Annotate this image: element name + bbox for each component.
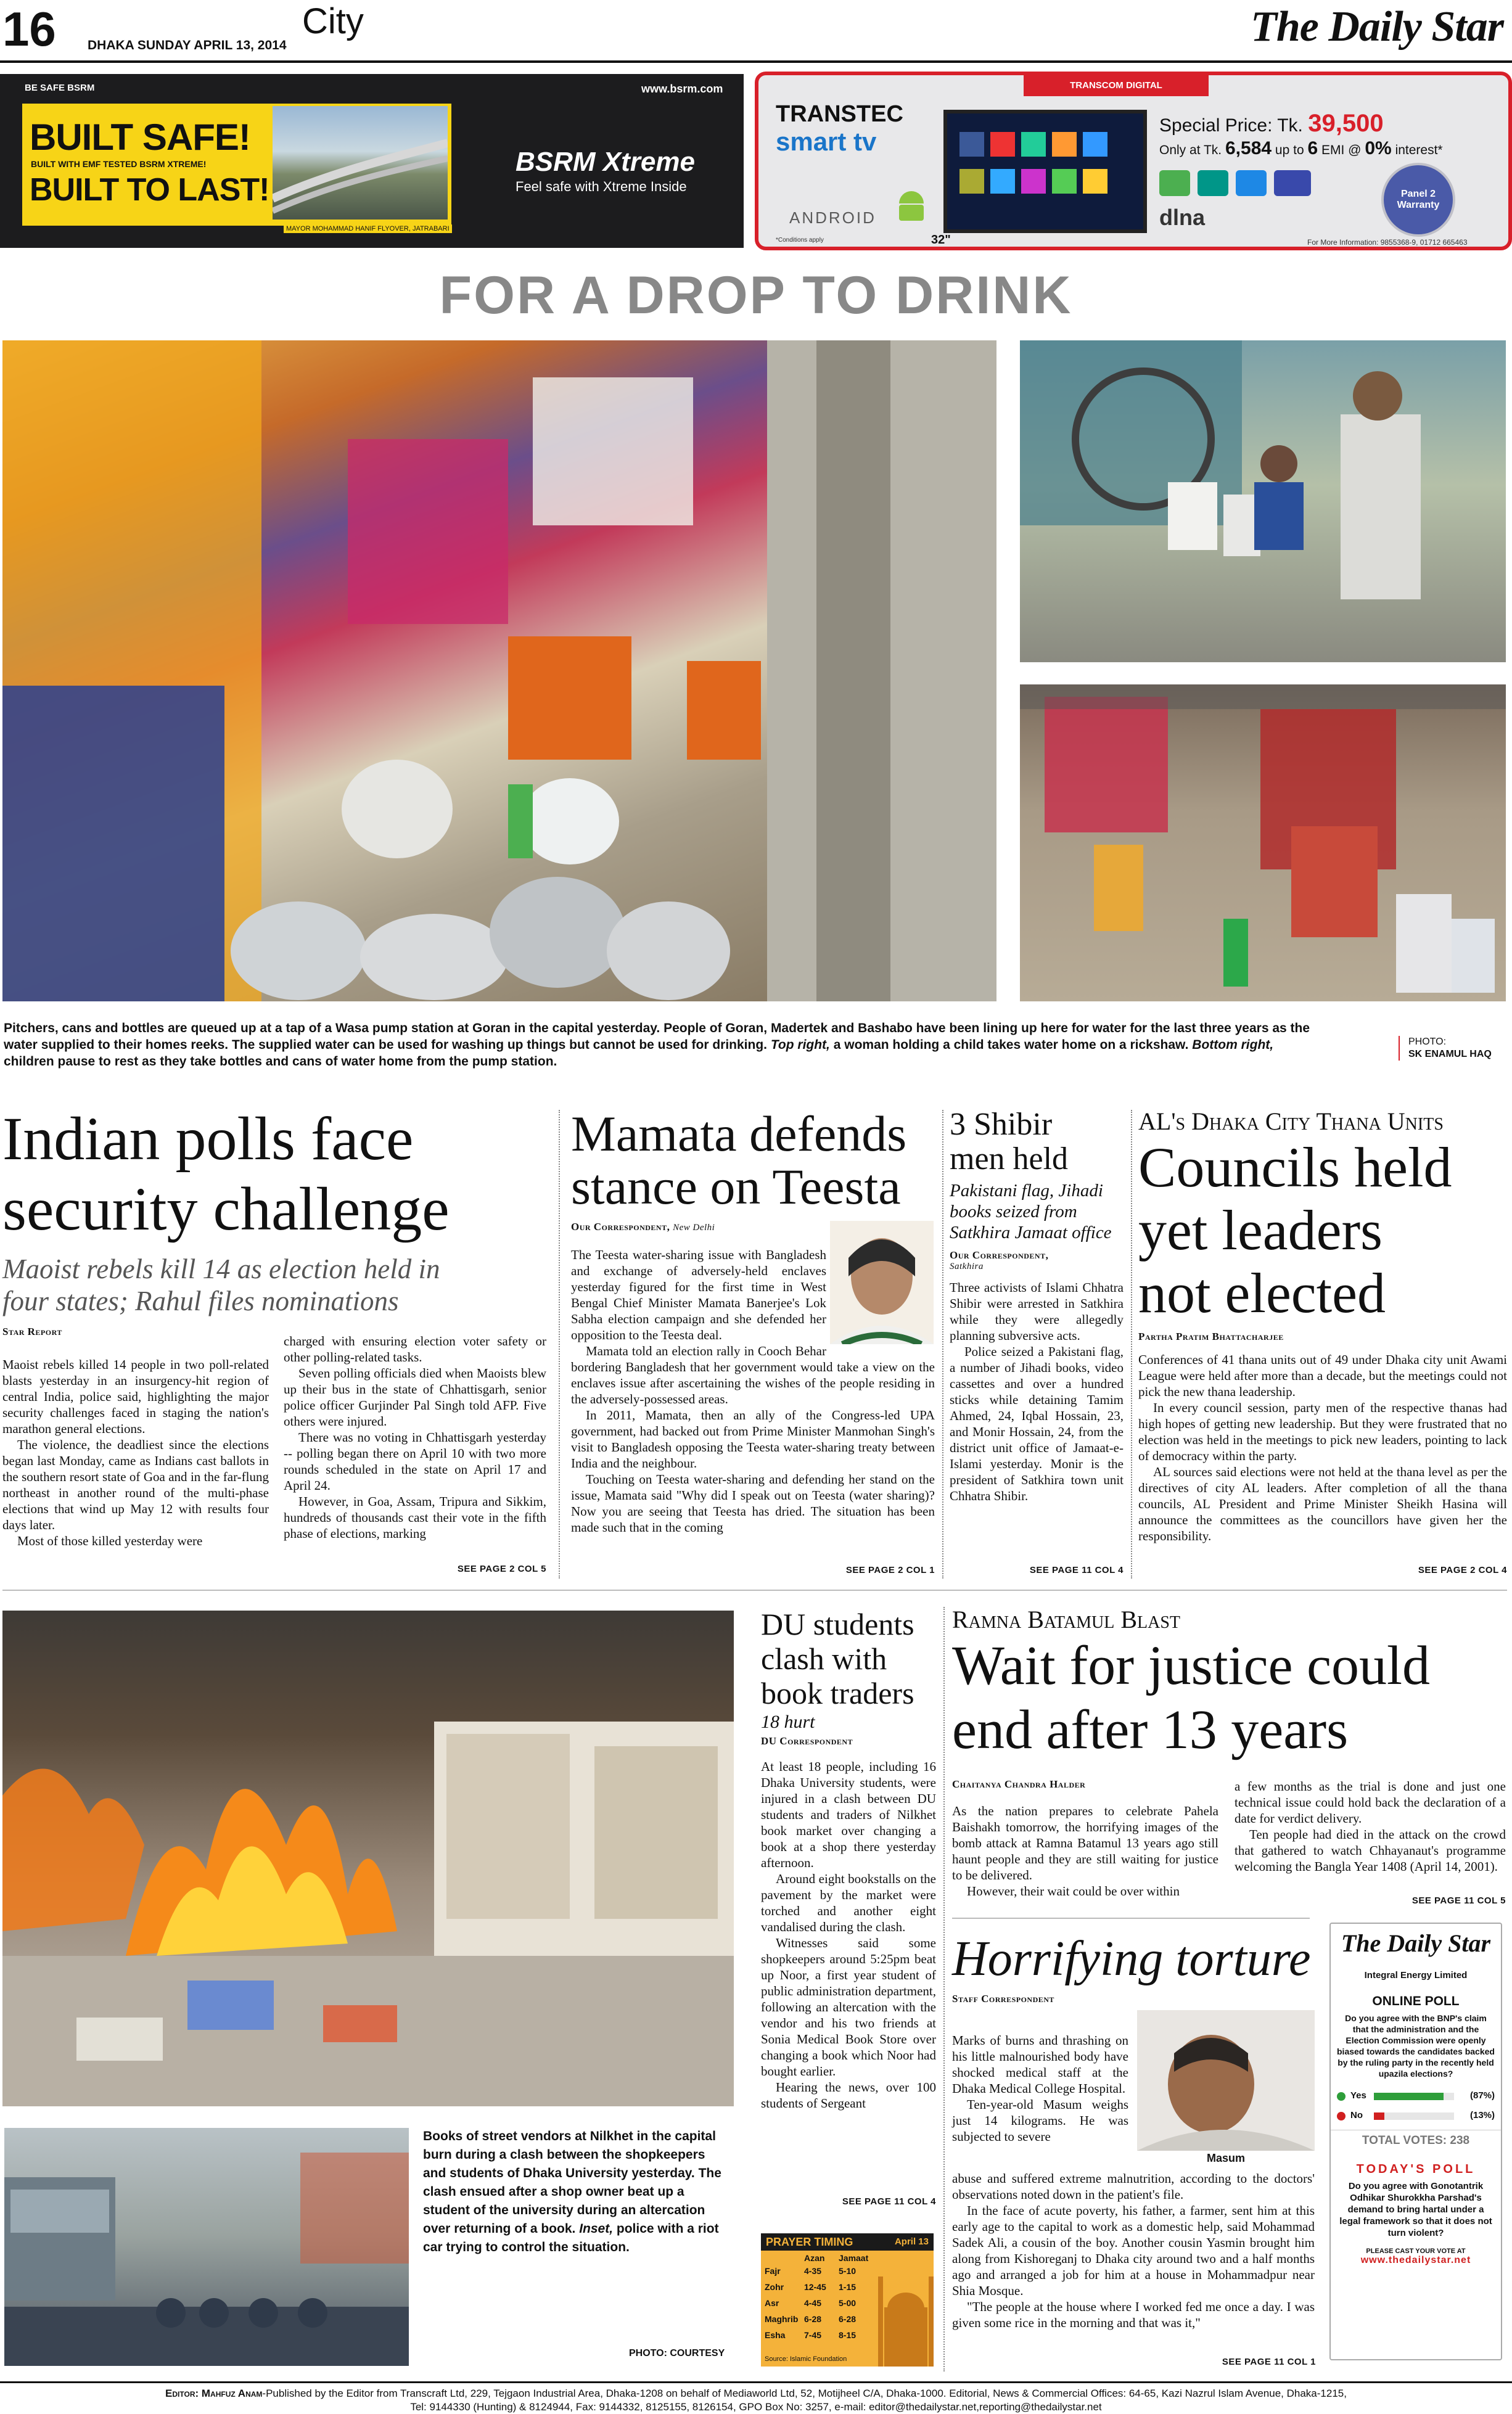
book-fire-graphic	[2, 1611, 734, 2106]
shibir-body	[950, 1279, 1124, 1504]
paragraph: "The people at the house where I worked fed me once a day. I was given some rice in the morning and that was it,"	[952, 2299, 1315, 2330]
emi-pre: Only at Tk.	[1159, 143, 1222, 157]
bsrm-tagline: Feel safe with Xtreme Inside	[516, 179, 687, 194]
column-rule	[1131, 1110, 1132, 1579]
headline-line3: book traders	[761, 1676, 914, 1710]
prayer-name: Esha	[765, 2330, 786, 2340]
indian-polls-col2	[284, 1333, 546, 1542]
warranty-badge	[1381, 163, 1455, 237]
table-row	[765, 2311, 876, 2327]
water-queue-graphic	[2, 340, 996, 1001]
indian-polls-see[interactable]: SEE PAGE 2 COL 5	[457, 1564, 546, 1574]
du-see[interactable]: SEE PAGE 11 COL 4	[842, 2196, 936, 2207]
price-line	[1159, 110, 1384, 138]
masthead-rule	[0, 60, 1512, 63]
paragraph: Conferences of 41 thana units out of 49 under Dhaka city unit Awami League were held after more than a decade, but the meetings could not pick the new thana leadership.	[1138, 1352, 1507, 1399]
poll-no-value: (13%)	[1469, 2110, 1495, 2120]
book-fire-credit: PHOTO: COURTESY	[629, 2348, 725, 2359]
masum-photo	[1137, 2010, 1315, 2151]
byline-place: Satkhira	[950, 1262, 984, 1271]
flyover-caption: MAYOR MOHAMMAD HANIF FLYOVER, JATRABARI	[284, 224, 452, 233]
poll-no-row	[1337, 2109, 1495, 2125]
photo-credit	[1399, 1036, 1510, 1061]
table-row	[765, 2295, 876, 2311]
prayer-col-name	[765, 2253, 804, 2263]
du-headline[interactable]	[761, 1607, 936, 1710]
caption-top-right-label: Top right,	[770, 1038, 830, 1052]
bsrm-url[interactable]: www.bsrm.com	[641, 83, 723, 95]
headline-line1: Councils held	[1138, 1136, 1452, 1199]
photo-rickshaw	[1020, 340, 1506, 662]
mamata-headline[interactable]	[571, 1107, 935, 1213]
paragraph: Police seized a Pakistani flag, a number of Jihadi books, video cassettes and over a hundred sticks while detaining Tamim Ahmed, 24, Iqbal Hossain, 23, and Monir Hossain, 24, from the district unit office of Jamaat-e-Islami yesterday. Monir is the president of Satkhira town unit Chhatra Shibir.	[950, 1344, 1124, 1503]
torture-byline: Staff Correspondent	[952, 1993, 1054, 2005]
paragraph: Witnesses said some shopkeepers around 5:25pm beat up Noor, a first year student of public administration department, following an altercation with the vendor and his two friends at Sonia Medical Book Store over changing a book which Noor had bought earlier.	[761, 1936, 937, 2079]
section-rule	[2, 1590, 1507, 1591]
footer	[0, 2381, 1512, 2414]
emi-mid: up to	[1275, 143, 1304, 157]
emi-post: EMI @	[1321, 143, 1362, 157]
headline-line1: Indian polls face	[2, 1104, 414, 1173]
paragraph: Three activists of Islami Chhatra Shibir were arrested in Satkhira while they were allegedly planning subversive acts.	[950, 1280, 1124, 1343]
caption-bottom-right: children pause to rest as they take bottles and cans of water home from the pump station.	[4, 1054, 557, 1069]
byline-place: New Delhi	[673, 1223, 715, 1233]
transtec-brand: TRANSTEC	[776, 101, 903, 127]
headline-line2: men held	[950, 1141, 1069, 1176]
prayer-name: Fajr	[765, 2266, 781, 2276]
paragraph: Maoist rebels killed 14 people in two poll-related blasts yesterday in an insurgency-hit region of central India, police said, highlighting the major security challenges faced in staging the nation's marathon general elections.	[2, 1357, 269, 1436]
councils-kicker: AL's Dhaka City Thana Units	[1138, 1107, 1444, 1135]
paragraph: AL sources said elections were not held at the thana level as per the directives of city AL leaders. After completion of all the thana councils, AL President and Prime Minister Sheikh Hasina will announce the committees as the councillors have given her the responsibility.	[1138, 1464, 1507, 1543]
story-du[interactable]	[761, 1607, 936, 2223]
paragraph: abuse and suffered extreme malnutrition, according to the doctors' observations noted down in the patient's file.	[952, 2171, 1315, 2202]
ramna-col1	[952, 1803, 1218, 1899]
paragraph: In 2011, Mamata, then an ally of the Congress-led UPA government, had backed out from Prime Minister Manmohan Singh's visit to Bangladesh opposing the Teesta water-sharing treaty between India and the neighbour.	[571, 1408, 935, 1471]
bsrm-headline1: BUILT SAFE!	[30, 117, 250, 158]
paragraph: As the nation prepares to celebrate Pahela Baishakh tomorrow, the horrifying images of the bomb attack at Ramna Batamul 13 years ago still haunt people and they are still waiting for justice to be delivered.	[952, 1804, 1218, 1882]
paragraph: The Teesta water-sharing issue with Bangladesh and exchange of adversely-held enclaves yesterday figured for the first time in West Bengal Chief Minister Mamata Banerjee's Lok Sabha election campaign and she defended her opposition to the Teesta deal.	[571, 1247, 826, 1342]
caption-bottom-right-label: Bottom right,	[1192, 1038, 1274, 1052]
prayer-jamaat: 1-15	[839, 2282, 857, 2292]
prayer-name: Zohr	[765, 2282, 784, 2292]
ramna-kicker: Ramna Batamul Blast	[952, 1606, 1181, 1633]
poll-no-label: No	[1350, 2110, 1363, 2120]
story-councils[interactable]	[1138, 1107, 1507, 1580]
du-byline: DU Correspondent	[761, 1735, 853, 1747]
shibir-deck: Pakistani flag, Jihadi books seized from Satkhira Jamaat office	[950, 1181, 1112, 1242]
emi-amount: 6,584	[1225, 138, 1272, 158]
shibir-see[interactable]: SEE PAGE 11 COL 4	[1029, 1565, 1124, 1575]
prayer-header	[761, 2233, 934, 2251]
councils-byline: Partha Pratim Bhattacharjee	[1138, 1331, 1284, 1342]
transtec-top-band: TRANSCOM DIGITAL	[1024, 75, 1209, 96]
torture-headline[interactable]: Horrifying torture	[952, 1932, 1311, 1986]
headline-line1: DU students	[761, 1607, 914, 1641]
transtec-product: smart tv	[776, 127, 877, 156]
prayer-timing-box	[761, 2233, 934, 2367]
poll-no-bar	[1374, 2112, 1384, 2120]
caption-main: Books of street vendors at Nilkhet in the capital burn during a clash between the shopkeepers and students of Dhaka University yesterday. The clash ensued after a shop owner beat up a student of the university during an altercation over returning of a book.	[423, 2129, 721, 2236]
bsrm-headline2: BUILT TO LAST!	[30, 172, 269, 208]
poll-logo: The Daily Star	[1341, 1929, 1491, 1957]
riot-car-graphic	[4, 2128, 411, 2368]
headline-line2: clash with	[761, 1641, 887, 1676]
contact-line: For More Information: 9855368-9, 01712 665463	[1307, 238, 1468, 247]
photo-water-queue	[2, 340, 996, 1001]
feature-icons	[1159, 168, 1332, 199]
torture-body-wide	[952, 2170, 1315, 2331]
feature-headline: FOR A DROP TO DRINK	[439, 266, 1073, 325]
deck-line1: Maoist rebels kill 14 as election held in	[2, 1254, 440, 1284]
emi-months: 6	[1307, 138, 1318, 158]
paragraph: There was no voting in Chhattisgarh yesterday -- polling began there on April 10 with two more rounds scheduled in the state on April 17 and April 24.	[284, 1430, 546, 1493]
photo-children	[1020, 684, 1506, 1001]
masthead	[0, 0, 1512, 68]
ramna-rule	[952, 1918, 1310, 1919]
price-label: Special Price: Tk.	[1159, 115, 1303, 136]
table-row	[765, 2263, 876, 2279]
masum-caption: Masum	[1206, 2152, 1245, 2164]
indian-polls-col1	[2, 1357, 269, 1549]
prayer-azan: 4-35	[804, 2266, 822, 2276]
headline-line2: end after 13 years	[952, 1699, 1349, 1760]
poll-no-track	[1374, 2112, 1454, 2120]
footer-line2: Tel: 9144330 (Hunting) & 8124944, Fax: 9144332, 8125155, 8126154, GPO Box No: 3257, e-mail: editor@thedailystar.net,reporting@thedailystar.net	[410, 2401, 1102, 2413]
prayer-table	[765, 2253, 876, 2343]
paragraph: At least 18 people, including 16 Dhaka University students, were injured in a clash between DU students and traders of Nilkhet book market over changing a book at a shop there yesterday afternoon.	[761, 1759, 936, 1870]
poll-website[interactable]: www.thedailystar.net	[1360, 2255, 1471, 2265]
caption-inset: police with a riot car trying to control the situation.	[423, 2222, 719, 2254]
poll-yes-label: Yes	[1350, 2090, 1366, 2101]
footer-editor-label: Editor:	[165, 2387, 199, 2399]
paragraph: charged with ensuring election voter safety or other polling-related tasks.	[284, 1334, 546, 1365]
column-rule	[942, 1110, 943, 1579]
paragraph: Ten-year-old Masum weighs just 14 kilograms. He was subjected to severe	[952, 2097, 1128, 2144]
dlna-label: dlna	[1159, 205, 1206, 230]
headline-line3: not elected	[1138, 1262, 1386, 1324]
indian-polls-headline[interactable]	[2, 1104, 546, 1244]
paragraph: However, in Goa, Assam, Tripura and Sikkim, hundreds of thousands cast their vote in the fifth phase of elections, marking	[284, 1494, 546, 1541]
poll-yes-track	[1374, 2093, 1454, 2100]
bsrm-subline: BUILT WITH EMF TESTED BSRM XTREME!	[31, 159, 207, 169]
table-row	[765, 2279, 876, 2295]
photo-book-fire	[2, 1611, 734, 2106]
table-row	[765, 2327, 876, 2343]
ramna-col2	[1235, 1778, 1506, 1874]
caption-main: Pitchers, cans and bottles are queued up at a tap of a Wasa pump station at Goran in the capital yesterday. People of Goran, Madertek and Bashabo have been lining up here for water for the last three years as the water supplied to their homes reeks. The supplied water can be used for washing up things but cannot be used for drinking.	[4, 1021, 1310, 1052]
bsrm-brand: BSRM Xtreme	[516, 147, 695, 177]
story-torture[interactable]	[952, 1931, 1316, 2370]
prayer-date: April 13	[894, 2236, 929, 2247]
prayer-jamaat: 6-28	[839, 2314, 857, 2324]
paragraph: Hearing the news, over 100 students of Sergeant	[761, 2080, 936, 2111]
prayer-jamaat: 5-10	[839, 2266, 857, 2276]
footer-imprint: -Published by the Editor from Transcraft Ltd, 229, Tejgaon Industrial Area, Dhaka-1208 on behalf of Mediaworld Ltd, 52, Motijheel C/A, Dhaka-1000. Editorial, News & Commercial Offices: 64-65, Kazi Nazrul Islam Avenue, Dhaka-1215,	[262, 2387, 1347, 2399]
caption-top-right: a woman holding a child takes water home on a rickshaw.	[833, 1038, 1189, 1052]
children-graphic	[1020, 684, 1506, 1001]
warranty-text: Panel 2 Warranty	[1397, 189, 1440, 210]
column-rule	[943, 1607, 945, 2371]
story-indian-polls[interactable]	[2, 1104, 546, 1579]
emi-rate: 0%	[1365, 138, 1392, 158]
prayer-jamaat: 8-15	[839, 2330, 857, 2340]
ramna-byline: Chaitanya Chandra Halder	[952, 1778, 1086, 1790]
indian-polls-deck	[2, 1253, 546, 1317]
headline-line2: security challenge	[2, 1175, 450, 1243]
page-number: 16	[2, 2, 56, 56]
flyover-graphic	[273, 106, 448, 220]
byline-name: Our Correspondent,	[950, 1249, 1049, 1261]
torture-body-narrow	[952, 2032, 1128, 2145]
headline-line1: Mamata defends	[571, 1106, 907, 1162]
android-label: ANDROID	[789, 208, 876, 227]
fine-print: *Conditions apply	[776, 237, 824, 244]
paragraph: Seven polling officials died when Maoists blew up their bus in the state of Chhattisgarh, senior police officer Gurjinder Pal Singh told AFP. Five others were injured.	[284, 1366, 546, 1429]
poll-yes-row	[1337, 2089, 1495, 2105]
bsrm-small-brand: BE SAFE BSRM	[25, 83, 95, 93]
paragraph: Touching on Teesta water-sharing and defending her stand on the issue, Mamata said "Why did I speak out on Teesta (water sharing)? Now you are seeing that Teesta has dried. The situation has been made such that in the coming	[571, 1472, 935, 1535]
shibir-headline[interactable]	[950, 1107, 1124, 1176]
book-fire-caption	[423, 2127, 730, 2257]
price-value: 39,500	[1308, 110, 1384, 137]
photo-riot-inset	[2, 2126, 411, 2368]
councils-body	[1138, 1352, 1507, 1544]
mamata-see[interactable]: SEE PAGE 2 COL 1	[845, 1565, 935, 1575]
headline-line1: 3 Shibir	[950, 1107, 1053, 1142]
footer-editor-name: Mahfuz Anam	[201, 2387, 263, 2399]
cast-vote-label: PLEASE CAST YOUR VOTE AT	[1366, 2248, 1466, 2255]
today-poll-question: Do you agree with Gonotantrik Odhikar Shurokkha Parshad's demand to bring hartal under a legal framework so that it does not turn violent?	[1339, 2181, 1492, 2238]
du-body	[761, 1759, 936, 2111]
poll-total: TOTAL VOTES: 238	[1331, 2130, 1501, 2148]
headline-line2: yet leaders	[1138, 1199, 1383, 1262]
councils-see[interactable]: SEE PAGE 2 COL 4	[1418, 1565, 1507, 1575]
prayer-col-jamaat: Jamaat	[839, 2253, 869, 2263]
mosque-silhouette	[878, 2252, 934, 2367]
tv-app-icons	[947, 113, 1143, 229]
du-deck: 18 hurt	[761, 1712, 815, 1732]
paragraph: However, their wait could be over within	[967, 1884, 1180, 1899]
prayer-source: Source: Islamic Foundation	[765, 2355, 847, 2363]
ad-transtec[interactable]	[755, 72, 1512, 250]
paragraph: Mamata told an election rally in Cooch Behar bordering Bangladesh that her government would take a view on the enclaves issue after ascertaining the wishes of the people residing in the adversely-possessed areas.	[571, 1344, 935, 1406]
ramna-see[interactable]: SEE PAGE 11 COL 5	[1411, 1895, 1506, 1906]
ad-bsrm[interactable]	[0, 74, 744, 248]
feature-caption	[4, 1020, 1317, 1070]
column-rule	[559, 1110, 560, 1579]
paragraph: Ten people had died in the attack on the crowd that gathered to watch Chhayanaut's programme welcoming the Bangla Year 1408 (April 14, 2001).	[1235, 1827, 1506, 1874]
poll-yes-bar	[1374, 2093, 1444, 2100]
prayer-azan: 7-45	[804, 2330, 822, 2340]
paragraph: a few months as the trial is done and just one technical issue could hold back the declaration of a date for verdict delivery.	[1235, 1779, 1506, 1826]
ramna-headline[interactable]	[952, 1634, 1506, 1762]
paragraph: Marks of burns and thrashing on his little malnourished body have shocked medical staff at the Dhaka Medical College Hospital.	[952, 2033, 1128, 2096]
transtec-tv	[943, 110, 1147, 233]
no-dot	[1337, 2112, 1346, 2120]
prayer-azan: 6-28	[804, 2314, 822, 2324]
flyover-photo	[273, 106, 448, 220]
emi-tail: interest*	[1395, 143, 1443, 157]
headline-line2: stance on Teesta	[571, 1159, 901, 1215]
emi-line	[1159, 138, 1443, 159]
deck-line2: four states; Rahul files nominations	[2, 1286, 399, 1316]
byline-name: Our Correspondent,	[571, 1221, 670, 1233]
android-icon	[894, 186, 929, 223]
councils-headline[interactable]	[1138, 1136, 1507, 1324]
indian-polls-byline: Star Report	[2, 1326, 62, 1337]
headline-line1: Wait for justice could	[952, 1635, 1431, 1696]
story-mamata[interactable]	[571, 1107, 935, 1580]
paragraph: Most of those killed yesterday were	[17, 1533, 203, 1548]
photo-credit-name: SK ENAMUL HAQ	[1408, 1049, 1492, 1059]
dateline: DHAKA SUNDAY APRIL 13, 2014	[88, 38, 287, 52]
shibir-byline	[950, 1249, 1124, 1272]
prayer-name: Asr	[765, 2298, 779, 2308]
paragraph: Around eight bookstalls on the pavement by the market were torched and another eight vandalised during the clash.	[761, 1871, 936, 1934]
prayer-azan: 12-45	[804, 2282, 826, 2292]
story-shibir[interactable]	[950, 1107, 1124, 1580]
online-poll-box[interactable]	[1329, 1923, 1502, 2360]
section-name: City	[302, 1, 364, 41]
paragraph: In every council session, party men of the respective thanas had high hopes of getting new leadership. But they were frustrated that no election was held in the meetings to pick new leaders, pointing to lack of democracy within the party.	[1138, 1400, 1507, 1463]
mamata-body	[571, 1247, 935, 1535]
rickshaw-graphic	[1020, 340, 1506, 662]
caption-inset-label: Inset,	[579, 2222, 614, 2236]
torture-see[interactable]: SEE PAGE 11 COL 1	[1222, 2357, 1316, 2367]
poll-title: ONLINE POLL	[1372, 1994, 1460, 2008]
footer-line1	[0, 2387, 1512, 2400]
poll-sponsor: Integral Energy Limited	[1364, 1970, 1468, 1981]
prayer-jamaat: 5-00	[839, 2298, 857, 2308]
today-poll-title: TODAY'S POLL	[1356, 2162, 1476, 2176]
prayer-name: Maghrib	[765, 2314, 799, 2324]
masum-graphic	[1137, 2010, 1315, 2151]
poll-yes-value: (87%)	[1469, 2090, 1495, 2101]
prayer-azan: 4-45	[804, 2298, 822, 2308]
tv-size: 32"	[931, 233, 951, 247]
poll-question: Do you agree with the BNP's claim that the administration and the Election Commission were openly biased towards the candidates backed by the ruling party in the recently held upazila elections?	[1337, 2013, 1495, 2079]
paragraph: The violence, the deadliest since the elections began last Monday, came as Indians cast ballots in the southern resort state of Goa and in the far-flung northeast in another round of the multi-phase elections that wind up May 12 with results four days later.	[2, 1437, 269, 1532]
paragraph: In the face of acute poverty, his father, a farmer, sent him at this early age to the capital to work as a domestic help, said Mohammad Sadek Ali, a cousin of the boy. Another cousin Yasmin brought him along from Kishoreganj to Dhaka city around two and a half months ago and arranged a job for him at a house in Mohammadpur near Shia Mosque.	[952, 2203, 1315, 2298]
photo-credit-label: PHOTO:	[1408, 1037, 1447, 1047]
yes-dot	[1337, 2092, 1346, 2101]
prayer-col-azan: Azan	[804, 2253, 825, 2263]
prayer-title: PRAYER TIMING	[766, 2236, 853, 2248]
story-ramna[interactable]	[952, 1606, 1506, 1914]
masthead-logo[interactable]: The Daily Star	[1251, 3, 1503, 51]
